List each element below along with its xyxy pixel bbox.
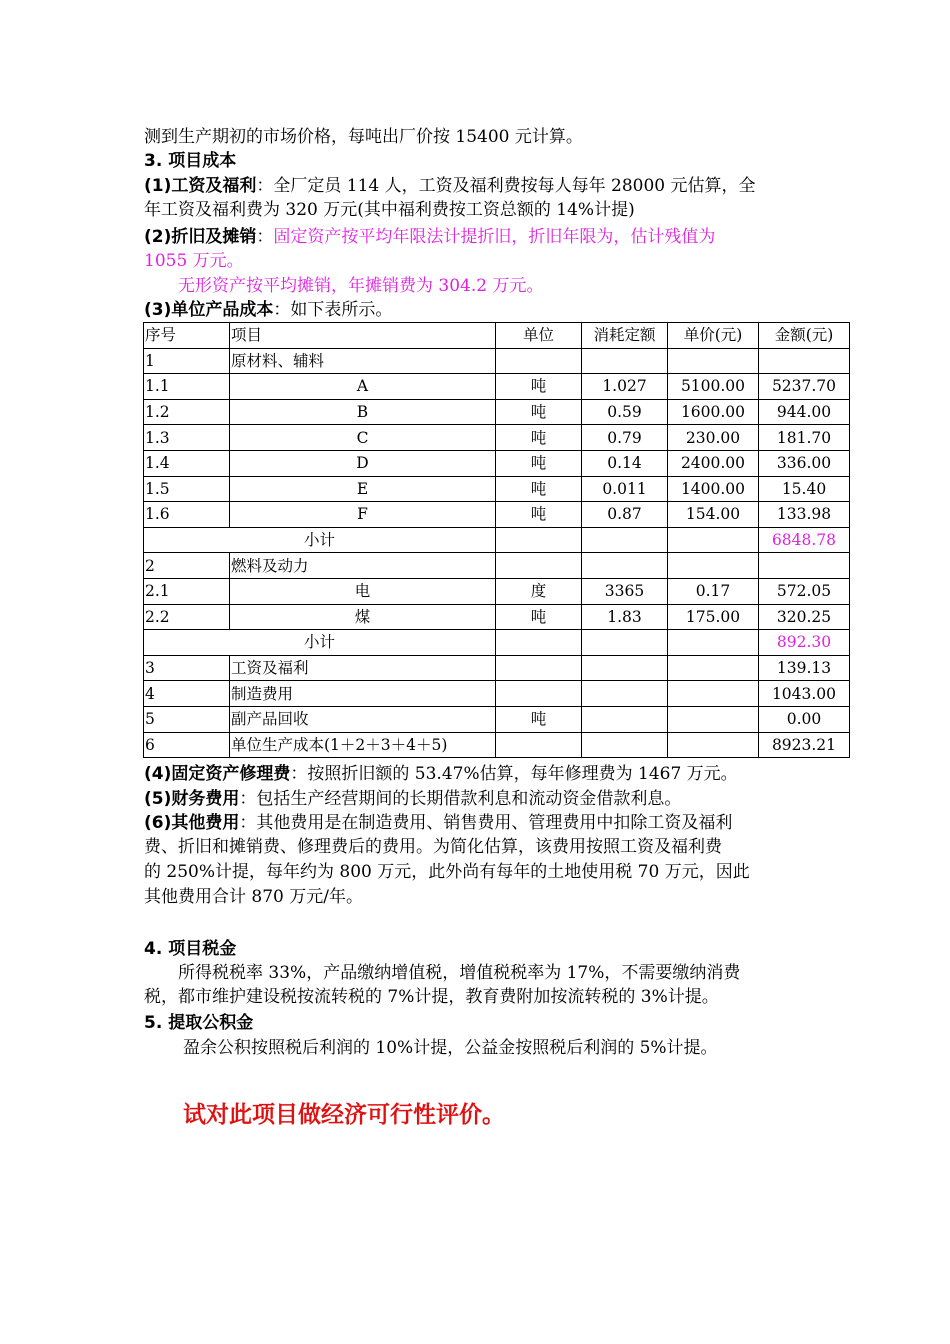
cell-item: 燃料及动力	[230, 553, 496, 579]
cell-amount: 8923.21	[759, 732, 850, 758]
cell-price: 2400.00	[668, 450, 759, 476]
cell-unit: 吨	[496, 399, 582, 425]
cell-item: B	[230, 399, 496, 425]
depreciation-sep: ：	[256, 227, 274, 247]
depreciation-label: (2)折旧及摊销	[144, 227, 257, 247]
cell-price	[668, 706, 759, 732]
cell-amount	[759, 348, 850, 374]
cell-seq: 2	[144, 553, 230, 579]
cell-amount: 0.00	[759, 706, 850, 732]
cell-price: 1400.00	[668, 476, 759, 502]
table-row	[144, 706, 850, 732]
cell-price	[668, 655, 759, 681]
cell-quota	[582, 732, 668, 758]
cell-amount: 5237.70	[759, 374, 850, 400]
cell-seq: 1.2	[144, 399, 230, 425]
cell-quota: 0.011	[582, 476, 668, 502]
intro-line: 测到生产期初的市场价格，每吨出厂价按 15400 元计算。	[144, 127, 583, 147]
cell-unit	[496, 655, 582, 681]
cell-seq: 1.5	[144, 476, 230, 502]
unit-cost-text: ：如下表所示。	[273, 300, 393, 320]
header-amount: 金额(元)	[759, 323, 850, 349]
cell-seq: 1.1	[144, 374, 230, 400]
amortization-text: 无形资产按平均摊销，年摊销费为 304.2 万元。	[178, 276, 544, 296]
unit-cost-label: (3)单位产品成本	[144, 300, 274, 320]
cell-amount	[759, 553, 850, 579]
tax-text-2: 税，都市维护建设税按流转税的 7%计提，教育费附加按流转税的 3%计提。	[144, 987, 719, 1007]
cell-price	[668, 681, 759, 707]
other-text-1: ：其他费用是在制造费用、销售费用、管理费用中扣除工资及福利	[239, 813, 733, 833]
cell-price: 230.00	[668, 425, 759, 451]
cell-quota: 0.87	[582, 502, 668, 528]
cell-seq: 2.2	[144, 604, 230, 630]
cell-item: 制造费用	[230, 681, 496, 707]
table-row	[144, 553, 850, 579]
cell-amount: 944.00	[759, 399, 850, 425]
repair-text: ：按照折旧额的 53.47%估算，每年修理费为 1467 万元。	[290, 764, 738, 784]
cell-price: 154.00	[668, 502, 759, 528]
table-row	[144, 681, 850, 707]
table-row	[144, 578, 850, 604]
cell-seq: 1	[144, 348, 230, 374]
cell-amount: 320.25	[759, 604, 850, 630]
cell-price	[668, 553, 759, 579]
finance-label: (5)财务费用	[144, 789, 240, 809]
cell-unit: 吨	[496, 502, 582, 528]
cell-seq: 3	[144, 655, 230, 681]
wage-text-1: ：全厂定员 114 人，工资及福利费按每人每年 28000 元估算，全	[256, 176, 756, 196]
cell-quota	[582, 630, 668, 656]
cell-quota: 1.83	[582, 604, 668, 630]
header-item: 项目	[230, 323, 496, 349]
cell-seq: 1.3	[144, 425, 230, 451]
table-row	[144, 655, 850, 681]
table-row	[144, 502, 850, 528]
cell-unit	[496, 630, 582, 656]
cell-quota	[582, 553, 668, 579]
cell-item: A	[230, 374, 496, 400]
cell-item: 电	[230, 578, 496, 604]
other-text-3: 的 250%计提，每年约为 800 万元，此外尚有每年的土地使用税 70 万元，因此	[144, 862, 750, 882]
table-row	[144, 374, 850, 400]
depreciation-text-1: 固定资产按平均年限法计提折旧，折旧年限为，估计残值为	[273, 227, 716, 247]
wage-text-2: 年工资及福利费为 320 万元(其中福利费按工资总额的 14%计提)	[144, 200, 635, 220]
cell-amount: 181.70	[759, 425, 850, 451]
header-quota: 消耗定额	[582, 323, 668, 349]
finance-text: ：包括生产经营期间的长期借款利息和流动资金借款利息。	[239, 789, 682, 809]
table-header-row	[144, 323, 850, 349]
cell-amount: 6848.78	[759, 527, 850, 553]
repair-paragraph	[144, 762, 738, 786]
depreciation-paragraph	[144, 225, 715, 249]
section-5-title: 5. 提取公积金	[144, 1013, 254, 1033]
cell-unit	[496, 527, 582, 553]
cell-unit: 吨	[496, 450, 582, 476]
table-row	[144, 630, 850, 656]
other-text-4: 其他费用合计 870 万元/年。	[144, 887, 363, 907]
cell-unit: 吨	[496, 706, 582, 732]
cell-item: 工资及福利	[230, 655, 496, 681]
finance-paragraph	[144, 787, 681, 811]
cell-quota	[582, 655, 668, 681]
cell-amount: 1043.00	[759, 681, 850, 707]
table-row	[144, 732, 850, 758]
cell-quota: 1.027	[582, 374, 668, 400]
other-label: (6)其他费用	[144, 813, 240, 833]
cell-unit	[496, 348, 582, 374]
cell-quota: 3365	[582, 578, 668, 604]
cell-price: 5100.00	[668, 374, 759, 400]
cell-price	[668, 732, 759, 758]
tax-text-1: 所得税税率 33%，产品缴纳增值税，增值税税率为 17%，不需要缴纳消费	[178, 963, 741, 983]
unit-cost-table-body	[144, 323, 850, 758]
cell-amount: 572.05	[759, 578, 850, 604]
cell-item: 原材料、辅料	[230, 348, 496, 374]
cell-amount: 139.13	[759, 655, 850, 681]
table-row	[144, 527, 850, 553]
cell-item: C	[230, 425, 496, 451]
cell-item: 副产品回收	[230, 706, 496, 732]
cell-seq: 5	[144, 706, 230, 732]
cell-seq: 6	[144, 732, 230, 758]
cell-unit	[496, 681, 582, 707]
cell-item: F	[230, 502, 496, 528]
cell-unit: 吨	[496, 374, 582, 400]
table-row	[144, 450, 850, 476]
table-row	[144, 604, 850, 630]
cell-unit: 吨	[496, 604, 582, 630]
cell-price	[668, 630, 759, 656]
header-price: 单价(元)	[668, 323, 759, 349]
cell-price: 0.17	[668, 578, 759, 604]
cell-amount: 336.00	[759, 450, 850, 476]
question-text: 试对此项目做经济可行性评价。	[183, 1102, 505, 1128]
cell-seq: 2.1	[144, 578, 230, 604]
cell-price	[668, 348, 759, 374]
repair-label: (4)固定资产修理费	[144, 764, 291, 784]
section-4-title: 4. 项目税金	[144, 939, 237, 959]
table-row	[144, 476, 850, 502]
cell-seq: 1.6	[144, 502, 230, 528]
cell-unit	[496, 553, 582, 579]
cell-unit: 吨	[496, 476, 582, 502]
wage-paragraph	[144, 174, 756, 198]
cell-seq: 1.4	[144, 450, 230, 476]
cell-subtotal-label: 小计	[144, 527, 496, 553]
wage-label: (1)工资及福利	[144, 176, 257, 196]
cell-price: 175.00	[668, 604, 759, 630]
cell-price	[668, 527, 759, 553]
unit-cost-paragraph	[144, 298, 392, 322]
table-row	[144, 425, 850, 451]
cell-unit	[496, 732, 582, 758]
cell-quota	[582, 527, 668, 553]
cell-item: E	[230, 476, 496, 502]
cell-amount: 133.98	[759, 502, 850, 528]
other-text-2: 费、折旧和摊销费、修理费后的费用。为简化估算，该费用按照工资及福利费	[144, 837, 722, 857]
cell-quota: 0.79	[582, 425, 668, 451]
header-unit: 单位	[496, 323, 582, 349]
cell-item: 煤	[230, 604, 496, 630]
cell-quota	[582, 348, 668, 374]
cell-quota	[582, 681, 668, 707]
cell-item: 单位生产成本(1＋2＋3＋4＋5)	[230, 732, 496, 758]
cell-seq: 4	[144, 681, 230, 707]
cell-quota	[582, 706, 668, 732]
cell-unit: 吨	[496, 425, 582, 451]
depreciation-text-2: 1055 万元。	[144, 251, 244, 271]
cell-quota: 0.14	[582, 450, 668, 476]
other-paragraph	[144, 811, 732, 835]
section-3-title: 3. 项目成本	[144, 151, 237, 171]
cell-quota: 0.59	[582, 399, 668, 425]
reserve-text: 盈余公积按照税后利润的 10%计提，公益金按照税后利润的 5%计提。	[183, 1038, 718, 1058]
cell-amount: 892.30	[759, 630, 850, 656]
cell-price: 1600.00	[668, 399, 759, 425]
cell-item: D	[230, 450, 496, 476]
unit-cost-table	[143, 322, 850, 758]
cell-subtotal-label: 小计	[144, 630, 496, 656]
header-seq: 序号	[144, 323, 230, 349]
cell-unit: 度	[496, 578, 582, 604]
table-row	[144, 348, 850, 374]
table-row	[144, 399, 850, 425]
cell-amount: 15.40	[759, 476, 850, 502]
